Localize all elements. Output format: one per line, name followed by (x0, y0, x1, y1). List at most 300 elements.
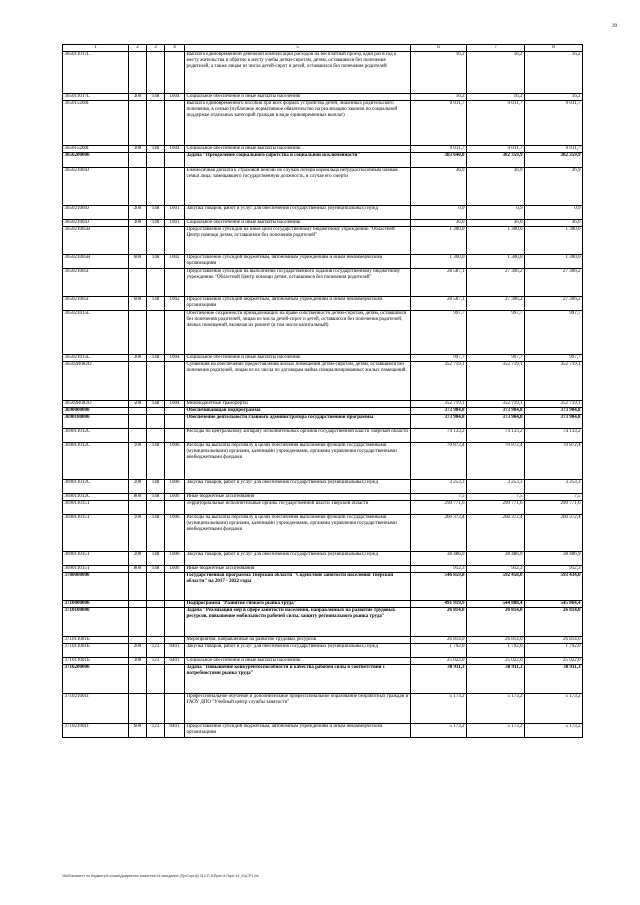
column-header: 7 (467, 45, 525, 52)
code-cell: 365021005B (63, 227, 129, 255)
value-2020-cell: 38 486,9 (411, 552, 467, 566)
section-cell: 1006 (165, 566, 185, 573)
admin-cell (147, 694, 165, 724)
value-2020-cell: 16,2 (411, 94, 467, 101)
vr-cell: 500 (129, 401, 147, 408)
value-2022-cell: 912,3 (525, 566, 583, 573)
section-cell: 1004 (165, 94, 185, 101)
value-2022-cell: 593 434,0 (525, 573, 583, 601)
value-2020-cell: 352 719,1 (411, 362, 467, 401)
value-2021-cell: 1 300,0 (467, 227, 525, 255)
value-2021-cell: 27 306,2 (467, 269, 525, 297)
description-cell: Предоставление субсидии на выполнение государственного задания государственному бюджетному учреждению "Областной Центр помощи детям, оставшимся без попечения родителей" (185, 269, 411, 297)
admin-cell: 148 (147, 443, 165, 480)
value-2022-cell: 352 719,1 (525, 401, 583, 408)
value-2020-cell: 30 911,3 (411, 665, 467, 694)
admin-cell (147, 429, 165, 443)
value-2021-cell: 352 719,1 (467, 401, 525, 408)
description-cell: Межбюджетные трансферты (185, 401, 411, 408)
value-2020-cell: 1 300,0 (411, 255, 467, 269)
value-2021-cell: 16,2 (467, 94, 525, 101)
value-2021-cell: 36,9 (467, 168, 525, 206)
code-cell: 3700000000 (63, 573, 129, 601)
value-2021-cell: 260 372,4 (467, 515, 525, 552)
vr-cell (129, 665, 147, 694)
admin-cell (147, 665, 165, 694)
table-row (63, 608, 583, 637)
admin-cell (147, 153, 165, 168)
vr-cell (129, 153, 147, 168)
value-2022-cell: 9 011,7 (525, 146, 583, 153)
value-2022-cell: 299 771,6 (525, 501, 583, 515)
code-cell: 36502R082O (63, 401, 129, 408)
code-cell: 371011001Б (63, 637, 129, 644)
value-2021-cell: 3 253,3 (467, 480, 525, 494)
table-row (63, 269, 583, 297)
vr-cell: 300 (129, 94, 147, 101)
column-header: 5 (185, 45, 411, 52)
code-cell: 369011012С (63, 480, 129, 494)
admin-cell (147, 362, 165, 401)
vr-cell (129, 311, 147, 355)
vr-cell (129, 429, 147, 443)
value-2020-cell: 491 919,9 (411, 601, 467, 608)
description-cell: Профессиональное обучение и дополнительное профессиональное образование безработных граждан в ГАОУ ДПО "Учебный центр службы занятости" (185, 694, 411, 724)
code-cell: 365011017L (63, 94, 129, 101)
vr-cell: 200 (129, 644, 147, 658)
value-2020-cell: 28 587,1 (411, 297, 467, 311)
vr-cell (129, 269, 147, 297)
value-2022-cell: 70 872,4 (525, 443, 583, 480)
table-row (63, 153, 583, 168)
table-row (63, 494, 583, 501)
value-2022-cell: 27 306,2 (525, 269, 583, 297)
value-2020-cell: 7,5 (411, 494, 467, 501)
section-cell: 0401 (165, 724, 185, 738)
code-cell: 371021001Г (63, 724, 129, 738)
table-row (63, 415, 583, 429)
vr-cell: 100 (129, 515, 147, 552)
value-2021-cell: 9 011,7 (467, 146, 525, 153)
code-cell: 371011001Б (63, 658, 129, 665)
vr-cell: 200 (129, 480, 147, 494)
description-cell: Социальное обеспечение и иные выплаты населению (185, 146, 411, 153)
section-cell: 1004 (165, 146, 185, 153)
value-2020-cell: 373 904,8 (411, 415, 467, 429)
value-2022-cell: 25 022,0 (525, 658, 583, 665)
code-cell: 3710200000 (63, 665, 129, 694)
description-cell: Обеспечение сохранности принадлежащих на праве собственности детям-сиротам, детям, оставшимся без попечения родителей, лицам из числа детей-сирот и детей, оставшихся без попечения родителей, жилых помещений, включая их ремонт (в том числе капитальный) (185, 311, 411, 355)
value-2020-cell: 28 587,1 (411, 269, 467, 297)
value-2022-cell: 997,7 (525, 355, 583, 362)
code-cell: 365021005B (63, 255, 129, 269)
table-row (63, 724, 583, 738)
code-cell: 369011015Т (63, 566, 129, 573)
value-2021-cell: 373 904,8 (467, 408, 525, 415)
vr-cell (129, 601, 147, 608)
code-cell: 3690000000 (63, 408, 129, 415)
admin-cell: 148 (147, 480, 165, 494)
value-2021-cell: 299 771,6 (467, 501, 525, 515)
description-cell: Закупка товаров, работ и услуг для обеспечения государственных (муниципальных) нужд (185, 644, 411, 658)
code-cell: 371021001Г (63, 694, 129, 724)
admin-cell: 148 (147, 297, 165, 311)
code-cell: 365015260I (63, 101, 129, 146)
code-cell: 365021015L (63, 355, 129, 362)
value-2021-cell: 25 022,0 (467, 658, 525, 665)
value-2021-cell: 0,9 (467, 206, 525, 220)
admin-cell: 148 (147, 494, 165, 501)
vr-cell (129, 52, 147, 94)
description-cell: Предоставление субсидий бюджетным, автономным учреждениям и иным некоммерческим организациям (185, 724, 411, 738)
admin-cell: 148 (147, 552, 165, 566)
table-row (63, 694, 583, 724)
code-cell: 36502R082O (63, 362, 129, 401)
value-2022-cell: 26 814,0 (525, 637, 583, 644)
table-row (63, 146, 583, 153)
section-cell (165, 573, 185, 601)
code-cell: 3710000000 (63, 601, 129, 608)
value-2022-cell: 74 133,2 (525, 429, 583, 443)
description-cell: Иные бюджетные ассигнования (185, 494, 411, 501)
section-cell (165, 408, 185, 415)
table-row (63, 297, 583, 311)
description-cell: Предоставление субсидий бюджетным, автономным учреждениям и иным некоммерческим организациям (185, 297, 411, 311)
admin-cell (147, 608, 165, 637)
table-row (63, 101, 583, 146)
description-cell: Обеспечивающая подпрограмма (185, 408, 411, 415)
vr-cell: 800 (129, 494, 147, 501)
column-header: 4 (165, 45, 185, 52)
value-2022-cell: 5 173,2 (525, 724, 583, 738)
description-cell: Закупка товаров, работ и услуг для обеспечения государственных (муниципальных) нужд (185, 206, 411, 220)
value-2022-cell: 373 904,8 (525, 415, 583, 429)
section-cell (165, 608, 185, 637)
value-2021-cell: 912,3 (467, 566, 525, 573)
table-row (63, 255, 583, 269)
section-cell (165, 311, 185, 355)
vr-cell: 200 (129, 552, 147, 566)
description-cell: Закупка товаров, работ и услуг для обеспечения государственных (муниципальных) нужд (185, 552, 411, 566)
value-2021-cell: 30 911,3 (467, 665, 525, 694)
admin-cell: 148 (147, 566, 165, 573)
value-2020-cell: 546 859,8 (411, 573, 467, 601)
value-2022-cell: 27 306,2 (525, 297, 583, 311)
description-cell: Выплата единовременного пособия при всех формах устройства детей, лишенных родительского попечения, в семью (публичное нормативное обязательство на реализацию законов по социальной поддержке отдельных категорий граждан в виде единовременных выплат) (185, 101, 411, 146)
section-cell: 1004 (165, 401, 185, 408)
vr-cell (129, 415, 147, 429)
table-row (63, 206, 583, 220)
section-cell (165, 153, 185, 168)
value-2022-cell: 1 300,0 (525, 227, 583, 255)
value-2020-cell: 0,9 (411, 206, 467, 220)
section-cell: 0401 (165, 644, 185, 658)
description-cell: Государственная программа Тверской области "Содействие занятости населения Тверской области" на 2017 - 2022 годы (185, 573, 411, 601)
section-cell: 0401 (165, 658, 185, 665)
table-row (63, 480, 583, 494)
vr-cell (129, 501, 147, 515)
section-cell (165, 665, 185, 694)
code-cell: 371011001Б (63, 644, 129, 658)
admin-cell (147, 269, 165, 297)
value-2022-cell: 1 300,0 (525, 255, 583, 269)
value-2022-cell: 260 372,4 (525, 515, 583, 552)
table-row (63, 658, 583, 665)
value-2021-cell: 7,5 (467, 494, 525, 501)
section-cell (165, 415, 185, 429)
section-cell (165, 601, 185, 608)
vr-cell: 300 (129, 658, 147, 665)
value-2021-cell: 382 359,9 (467, 153, 525, 168)
table-row (63, 94, 583, 101)
column-header: 1 (63, 45, 129, 52)
table-row (63, 355, 583, 362)
value-2022-cell: 38 486,9 (525, 552, 583, 566)
vr-cell: 300 (129, 146, 147, 153)
value-2021-cell: 592 458,0 (467, 573, 525, 601)
description-cell: Социальное обеспечение и иные выплаты населению (185, 220, 411, 227)
section-cell: 1006 (165, 494, 185, 501)
value-2022-cell: 36,0 (525, 220, 583, 227)
value-2022-cell: 1 792,0 (525, 644, 583, 658)
value-2020-cell: 299 771,6 (411, 501, 467, 515)
admin-cell (147, 501, 165, 515)
description-cell: Задача "Повышение конкурентоспособности и качества рабочей силы в соответствии с потребностями рынка труда" (185, 665, 411, 694)
admin-cell: 148 (147, 515, 165, 552)
value-2020-cell: 260 372,4 (411, 515, 467, 552)
admin-cell (147, 227, 165, 255)
file-path-footer: \\fs02\комитет по бюджету\5 созыв\Документы комитета\14 заседание (Пр/Сорс\[4 312-П-6\Прил 8 Пкрл 14_КЦСР1.xls (62, 874, 259, 878)
admin-cell: 148 (147, 355, 165, 362)
value-2022-cell: 30 911,3 (525, 665, 583, 694)
admin-cell (147, 101, 165, 146)
section-cell (165, 362, 185, 401)
admin-cell: 123 (147, 644, 165, 658)
table-row (63, 220, 583, 227)
admin-cell: 123 (147, 658, 165, 665)
admin-cell: 148 (147, 220, 165, 227)
value-2022-cell: 545 864,4 (525, 601, 583, 608)
vr-cell: 800 (129, 566, 147, 573)
description-cell: Ежемесячная доплата к страховой пенсии по случаю потери кормильца нетрудоспособным членам семьи лица, замещавшего государственную должность, в случае его смерти (185, 168, 411, 206)
value-2022-cell: 9 011,7 (525, 101, 583, 146)
table-row (63, 573, 583, 601)
value-2021-cell: 1 300,0 (467, 255, 525, 269)
description-cell: Расходы по центральному аппарату исполнительных органов государственной власти Тверской области (185, 429, 411, 443)
column-header: 2 (129, 45, 147, 52)
description-cell: Социальное обеспечение и иные выплаты населению (185, 355, 411, 362)
section-cell: 1002 (165, 297, 185, 311)
description-cell: Иные бюджетные ассигнования (185, 566, 411, 573)
code-cell: 365021015L (63, 311, 129, 355)
value-2020-cell: 912,3 (411, 566, 467, 573)
code-cell: 369011015Т (63, 501, 129, 515)
admin-cell (147, 573, 165, 601)
code-cell: 365021004J (63, 168, 129, 206)
table-row (63, 501, 583, 515)
value-2021-cell: 70 872,4 (467, 443, 525, 480)
section-cell: 1001 (165, 220, 185, 227)
value-2020-cell: 36,0 (411, 220, 467, 227)
value-2020-cell: 1 792,0 (411, 644, 467, 658)
value-2022-cell: 997,7 (525, 311, 583, 355)
header-row (63, 45, 583, 52)
section-cell (165, 101, 185, 146)
value-2020-cell: 3 253,3 (411, 480, 467, 494)
admin-cell (147, 601, 165, 608)
section-cell (165, 168, 185, 206)
section-cell: 1001 (165, 206, 185, 220)
table-row (63, 665, 583, 694)
value-2022-cell: 16,2 (525, 94, 583, 101)
code-cell: 365021004J (63, 206, 129, 220)
section-cell: 1006 (165, 552, 185, 566)
value-2020-cell: 74 133,2 (411, 429, 467, 443)
section-cell: 1006 (165, 480, 185, 494)
table-row (63, 227, 583, 255)
description-cell: Выплата единовременной денежной компенсации расходов на бесплатный проезд один раз в год к месту жительства и обратно к месту учебы детям-сиротам, детям, оставшимся без попечения родителей, а также лицам из числа детей-сирот и детей, оставшихся без попечения родителей (185, 52, 411, 94)
vr-cell (129, 362, 147, 401)
value-2022-cell: 352 719,1 (525, 362, 583, 401)
value-2022-cell: 373 904,8 (525, 408, 583, 415)
section-cell (165, 501, 185, 515)
admin-cell: 123 (147, 724, 165, 738)
code-cell: 369011012С (63, 494, 129, 501)
code-cell: 369011012С (63, 429, 129, 443)
value-2021-cell: 26 814,0 (467, 608, 525, 637)
value-2022-cell: 5 173,2 (525, 694, 583, 724)
table-row (63, 401, 583, 408)
section-cell: 1006 (165, 515, 185, 552)
section-cell: 1004 (165, 355, 185, 362)
admin-cell: 148 (147, 146, 165, 153)
value-2020-cell: 997,7 (411, 311, 467, 355)
admin-cell: 148 (147, 94, 165, 101)
section-cell: 1006 (165, 443, 185, 480)
description-cell: Расходы на выплаты персоналу в целях обеспечения выполнения функций государственными (муниципальными) органами, казенными учреждениями, органами управления государственными внебюджетными фондами (185, 515, 411, 552)
section-cell (165, 269, 185, 297)
value-2020-cell: 16,2 (411, 52, 467, 94)
table-row (63, 552, 583, 566)
section-cell (165, 429, 185, 443)
vr-cell: 600 (129, 297, 147, 311)
description-cell: Предоставление субсидии на иные цели государственному бюджетному учреждению "Областной Центр помощи детям, оставшимся без попечения родителей" (185, 227, 411, 255)
value-2021-cell: 997,7 (467, 355, 525, 362)
value-2020-cell: 373 904,8 (411, 408, 467, 415)
vr-cell: 100 (129, 443, 147, 480)
description-cell: Закупка товаров, работ и услуг для обеспечения государственных (муниципальных) нужд (185, 480, 411, 494)
value-2020-cell: 5 173,2 (411, 724, 467, 738)
value-2020-cell: 383 640,8 (411, 153, 467, 168)
description-cell: Расходы на выплаты персоналу в целях обеспечения выполнения функций государственными (муниципальными) органами, казенными учреждениями, органами управления государственными внебюджетными фондами (185, 443, 411, 480)
code-cell: 369011012С (63, 443, 129, 480)
value-2021-cell: 26 814,0 (467, 637, 525, 644)
code-cell: 365011017L (63, 52, 129, 94)
value-2021-cell: 352 719,1 (467, 362, 525, 401)
description-cell: Территориальные исполнительные органы государственной власти Тверской области (185, 501, 411, 515)
column-header: 6 (411, 45, 467, 52)
value-2020-cell: 1 300,0 (411, 227, 467, 255)
table-row (63, 637, 583, 644)
value-2021-cell: 74 133,2 (467, 429, 525, 443)
column-header: 3 (147, 45, 165, 52)
value-2020-cell: 25 022,0 (411, 658, 467, 665)
description-cell: Мероприятия, направленные на развитие трудовых ресурсов (185, 637, 411, 644)
code-cell: 3690100000 (63, 415, 129, 429)
admin-cell (147, 637, 165, 644)
table-row (63, 443, 583, 480)
value-2021-cell: 38 486,9 (467, 552, 525, 566)
code-cell: 3710100000 (63, 608, 129, 637)
description-cell: Субвенция на обеспечение предоставления жилых помещений детям-сиротам, детям, оставшимся без попечения родителей, лицам из их числа по договорам найма специализированных жилых помещений (185, 362, 411, 401)
description-cell: Социальное обеспечение и иные выплаты населению (185, 94, 411, 101)
value-2022-cell: 3 253,3 (525, 480, 583, 494)
description-cell: Задача "Реализация мер в сфере занятости населения, направленных на развитие трудовых ресурсов, повышение мобильности рабочей силы, защиту регионального рынка труда" (185, 608, 411, 637)
section-cell (165, 637, 185, 644)
table-row (63, 566, 583, 573)
admin-cell: 148 (147, 401, 165, 408)
table-row (63, 601, 583, 608)
vr-cell: 200 (129, 206, 147, 220)
vr-cell (129, 101, 147, 146)
table-row (63, 362, 583, 401)
admin-cell (147, 311, 165, 355)
value-2021-cell: 5 173,2 (467, 724, 525, 738)
admin-cell (147, 415, 165, 429)
value-2020-cell: 352 719,1 (411, 401, 467, 408)
page-number: 39 (612, 24, 617, 29)
value-2020-cell: 26 814,0 (411, 637, 467, 644)
value-2021-cell: 1 792,0 (467, 644, 525, 658)
vr-cell: 300 (129, 355, 147, 362)
code-cell: 365021004J (63, 220, 129, 227)
value-2021-cell: 997,7 (467, 311, 525, 355)
vr-cell (129, 227, 147, 255)
value-2021-cell: 16,2 (467, 52, 525, 94)
value-2020-cell: 70 872,4 (411, 443, 467, 480)
vr-cell (129, 608, 147, 637)
vr-cell: 600 (129, 724, 147, 738)
admin-cell (147, 52, 165, 94)
description-cell: Предоставление субсидий бюджетным, автономным учреждениям и иным некоммерческим организациям (185, 255, 411, 269)
value-2020-cell: 9 011,7 (411, 101, 467, 146)
value-2022-cell: 26 814,0 (525, 608, 583, 637)
table-row (63, 52, 583, 94)
column-header: 8 (525, 45, 583, 52)
description-cell: Задача "Преодоление социального сиротства и социальной исключенности" (185, 153, 411, 168)
description-cell: Обеспечение деятельности главного администратора государственной программы (185, 415, 411, 429)
value-2020-cell: 36,9 (411, 168, 467, 206)
budget-table (62, 44, 583, 738)
value-2020-cell: 997,7 (411, 355, 467, 362)
code-cell: 365015260I (63, 146, 129, 153)
vr-cell: 300 (129, 220, 147, 227)
value-2021-cell: 373 904,8 (467, 415, 525, 429)
value-2021-cell: 544 888,4 (467, 601, 525, 608)
value-2021-cell: 36,0 (467, 220, 525, 227)
vr-cell (129, 637, 147, 644)
value-2022-cell: 36,9 (525, 168, 583, 206)
vr-cell (129, 694, 147, 724)
value-2022-cell: 16,2 (525, 52, 583, 94)
description-cell: Социальное обеспечение и иные выплаты населению (185, 658, 411, 665)
table-row (63, 429, 583, 443)
value-2022-cell: 0,9 (525, 206, 583, 220)
value-2022-cell: 382 359,9 (525, 153, 583, 168)
table-row (63, 515, 583, 552)
vr-cell (129, 168, 147, 206)
admin-cell: 148 (147, 206, 165, 220)
